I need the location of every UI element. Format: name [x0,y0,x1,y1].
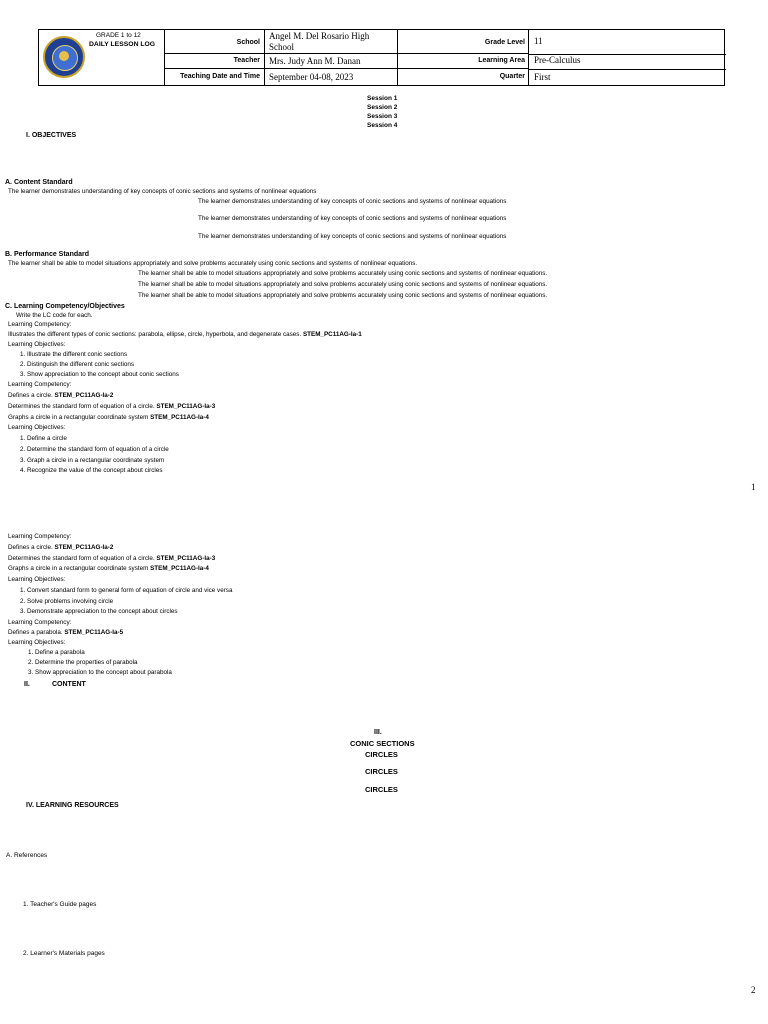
performance-standard-s4: The learner shall be able to model situations appropriately and solve problems accurately using conic sections and systems of nonlinear equations. [138,292,548,299]
s3-lo-label: Learning Objectives: [8,576,66,583]
session-2: Session 2 [367,104,398,111]
competency-note: Write the LC code for each. [16,312,93,319]
grade-line-2: DAILY LESSON LOG [89,41,156,48]
content-standard-s3: The learner demonstrates understanding of key concepts of conic sections and systems of nonlinear equations [198,215,507,222]
s3-objective-3: 3. Demonstrate appreciation to the concept about circles [20,608,178,615]
teacher-value: Mrs. Judy Ann M. Danan [269,56,361,66]
s2-circle-graph: Graphs a circle in a rectangular coordinate system STEM_PC11AG-Ia-4 [8,414,209,421]
s4-lo-label: Learning Objectives: [8,639,66,646]
grade-line-1: GRADE 1 to 12 [96,32,141,39]
s3-circle-graph: Graphs a circle in a rectangular coordinate system STEM_PC11AG-Ia-4 [8,565,209,572]
performance-standard-s3: The learner shall be able to model situations appropriately and solve problems accurately using conic sections and systems of nonlinear equations. [138,281,548,288]
content-standard-s4: The learner demonstrates understanding of key concepts of conic sections and systems of nonlinear equations [198,233,507,240]
performance-standard-s2: The learner shall be able to model situations appropriately and solve problems accurately using conic sections and systems of nonlinear equations. [138,270,548,277]
s2-objective-3: 3. Graph a circle in a rectangular coordinate system [20,457,165,464]
s1-objective-2: 2. Distinguish the different conic sections [20,361,134,368]
resources-heading: IV. LEARNING RESOURCES [26,802,119,809]
s3-circle-def: Defines a circle. STEM_PC11AG-Ia-2 [8,544,114,551]
s4-objective-1: 1. Define a parabola [28,649,85,656]
learning-area-label: Learning Area [478,57,525,64]
s3-circle-std: Determines the standard form of equation of a circle. STEM_PC11AG-Ia-3 [8,555,216,562]
quarter-label: Quarter [499,73,525,80]
page-number-1: 1 [751,482,756,492]
performance-standard-s1: The learner shall be able to model situations appropriately and solve problems accurately using conic sections and systems of nonlinear equations. [8,260,418,267]
competency-heading: C. Learning Competency/Objectives [5,303,125,310]
s4-parabola-def: Defines a parabola. STEM_PC11AG-Ia-5 [8,629,124,636]
header-table [38,29,725,86]
s4-objective-3: 3. Show appreciation to the concept about parabola [28,669,172,676]
s2-circle-std: Determines the standard form of equation of a circle. STEM_PC11AG-Ia-3 [8,403,216,410]
school-value-2: School [269,42,295,52]
s2-objective-4: 4. Recognize the value of the concept about circles [20,467,163,474]
s2-lc-label: Learning Competency: [8,381,72,388]
grade-level-value: 11 [534,36,543,46]
s2-circle-def: Defines a circle. STEM_PC11AG-Ia-2 [8,392,114,399]
quarter-value: First [534,72,551,82]
s1-objective-3: 3. Show appreciation to the concept about conic sections [20,371,179,378]
content-topic-2: CIRCLES [365,750,398,759]
content-standard-s2: The learner demonstrates understanding of key concepts of conic sections and systems of nonlinear equations [198,198,507,205]
school-value-1: Angel M. Del Rosario High [269,31,370,41]
s2-objective-1: 1. Define a circle [20,435,67,442]
s3-objective-1: 1. Convert standard form to general form of equation of circle and vice versa [20,587,233,594]
content-topic-3: CIRCLES [365,767,398,776]
content-standard-heading: A. Content Standard [5,179,73,186]
references-heading: A. References [6,852,48,859]
grade-level-label: Grade Level [484,39,525,46]
page-number-2: 2 [751,985,756,995]
s1-objective-1: 1. Illustrate the different conic sections [20,351,127,358]
s3-objective-2: 2. Solve problems involving circle [20,598,114,605]
s2-lo-label: Learning Objectives: [8,424,66,431]
teacher-label: Teacher [233,57,260,64]
date-value: September 04-08, 2023 [269,72,354,82]
s4-lc-label: Learning Competency: [8,619,72,626]
s1-lc-label: Learning Competency: [8,321,72,328]
s3-lc-label: Learning Competency: [8,533,72,540]
s1-lo-label: Learning Objectives: [8,341,66,348]
session-1: Session 1 [367,95,398,102]
s4-objective-2: 2. Determine the properties of parabola [28,659,138,666]
objectives-heading: I. OBJECTIVES [26,132,77,139]
performance-standard-heading: B. Performance Standard [5,251,90,258]
logo-cell [39,30,165,86]
session-4: Session 4 [367,122,398,129]
school-label: School [236,39,260,46]
content-topic-4: CIRCLES [365,785,398,794]
s2-objective-2: 2. Determine the standard form of equation of a circle [20,446,169,453]
teachers-guide-pages: 1. Teacher's Guide pages [23,901,97,908]
learners-materials-pages: 2. Learner's Materials pages [23,950,105,957]
content-col-num: III. [374,729,382,736]
content-standard-s1: The learner demonstrates understanding of key concepts of conic sections and systems of nonlinear equations [8,188,317,195]
content-heading: CONTENT [52,681,86,688]
date-label: Teaching Date and Time [180,73,260,80]
learning-area-value: Pre-Calculus [534,55,581,65]
content-heading-num: II. [24,681,30,688]
session-3: Session 3 [367,113,398,120]
deped-seal-icon [43,36,85,78]
s1-competency: Illustrates the different types of conic sections: parabola, ellipse, circle, hyperbola, and degenerate cases. STEM_PC11AG-Ia-1 [8,331,362,338]
content-topic-1: CONIC SECTIONS [350,739,415,748]
